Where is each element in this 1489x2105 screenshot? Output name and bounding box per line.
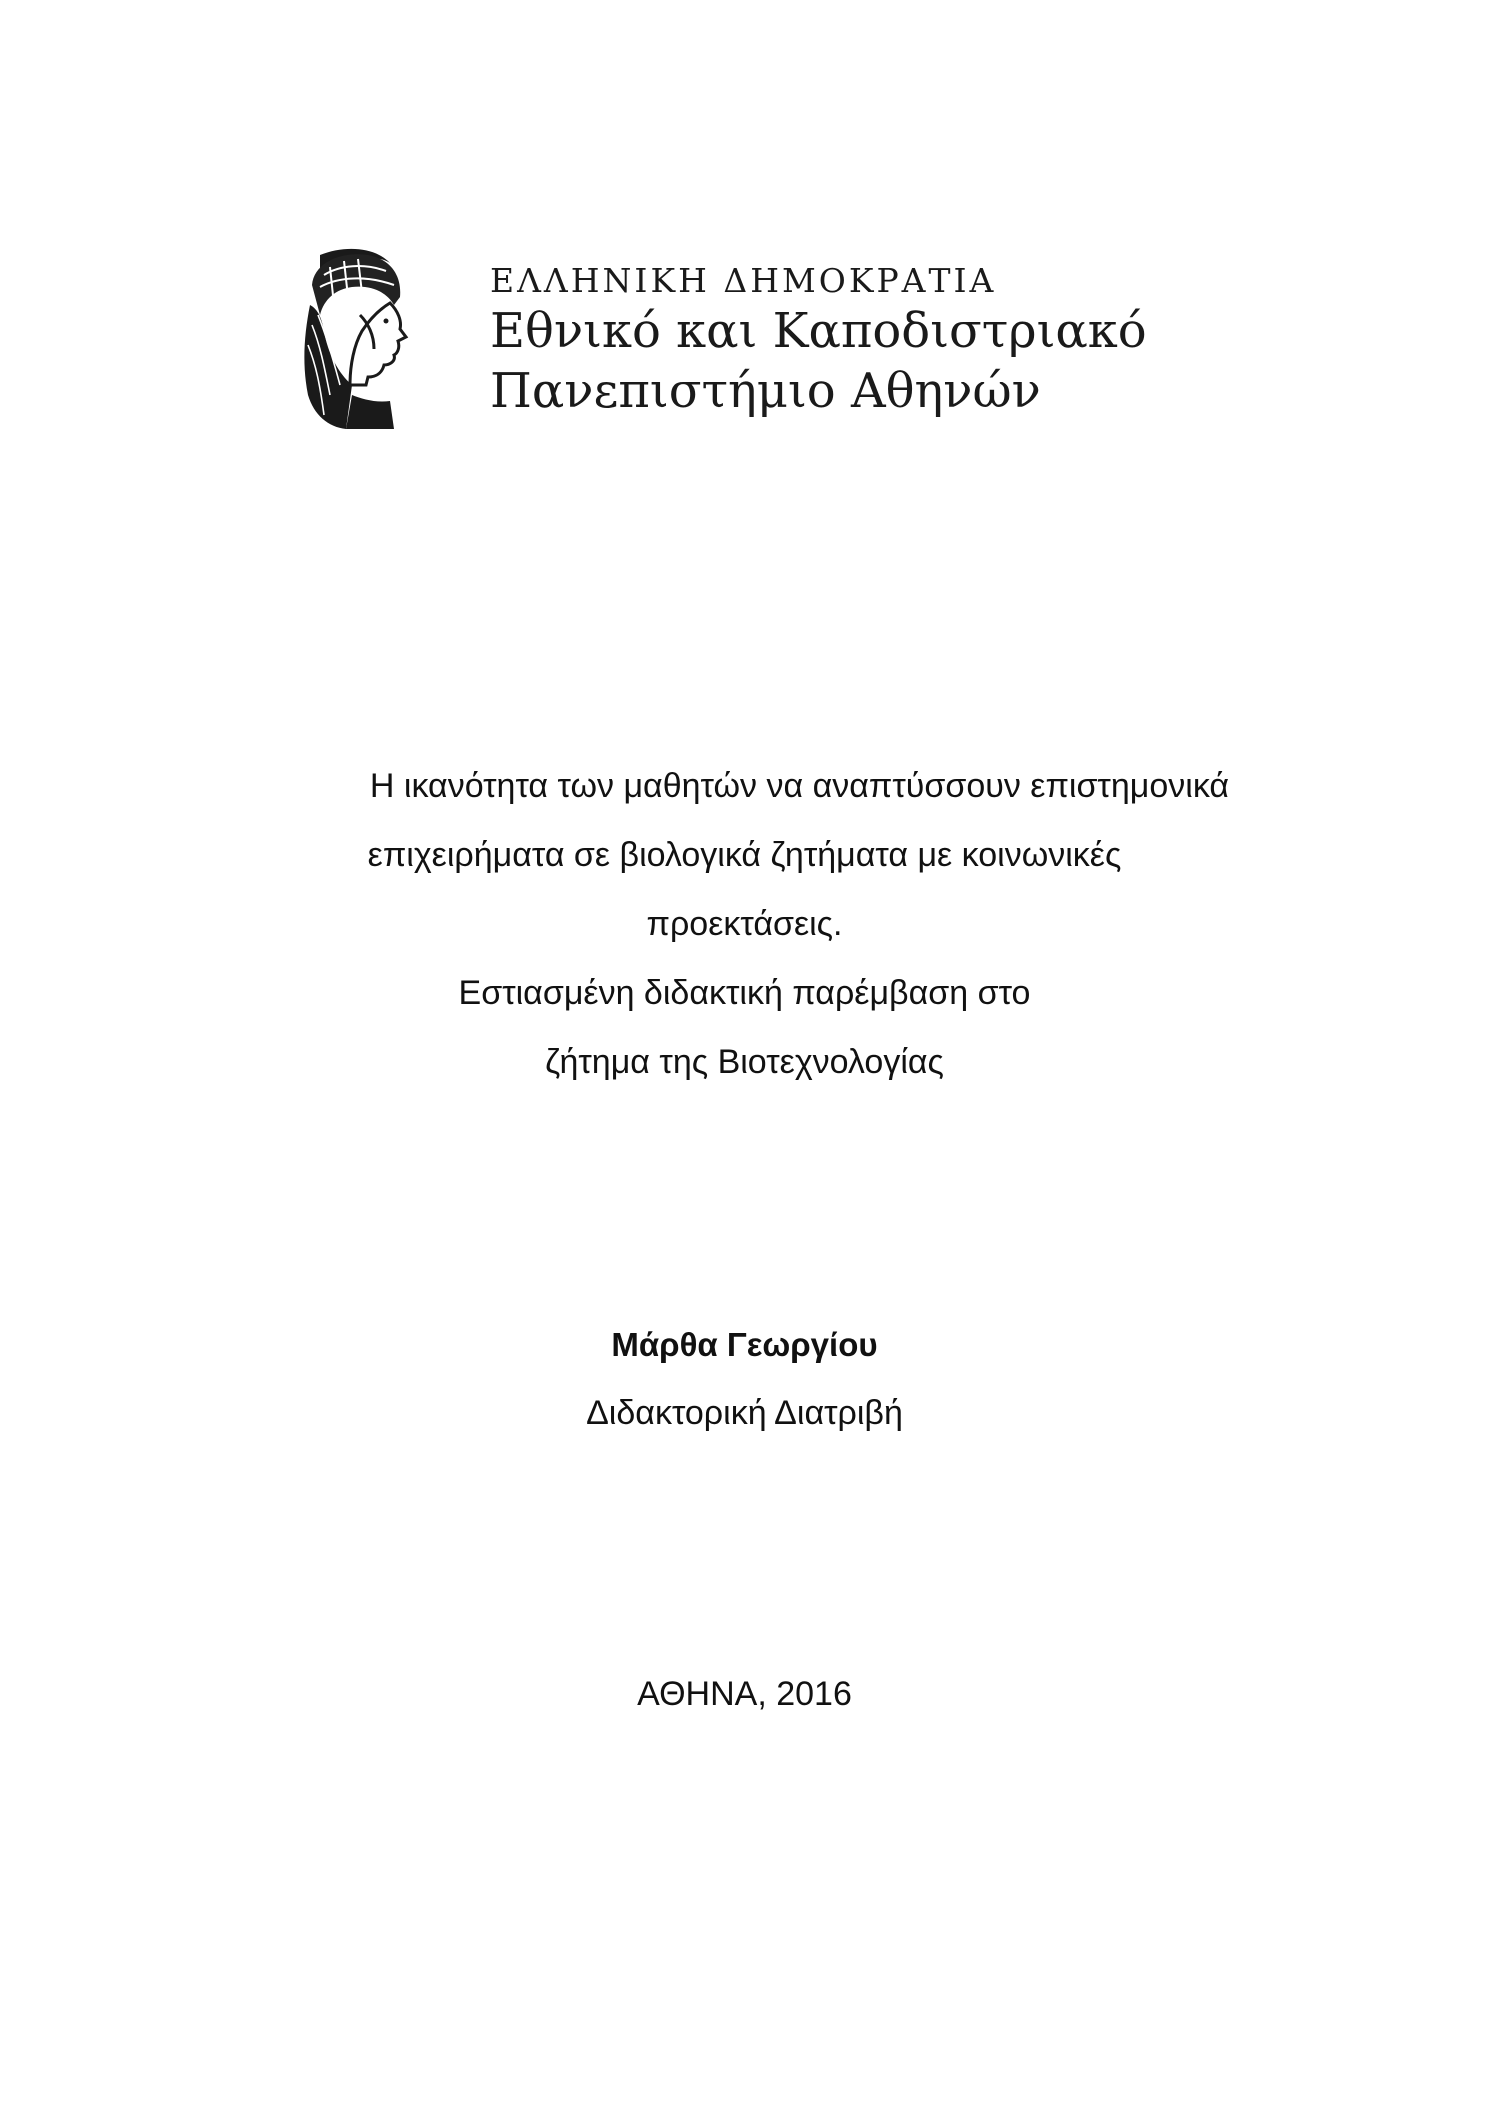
title-line: επιχειρήματα σε βιολογικά ζητήματα με κοινωνικές: [367, 836, 1122, 874]
university-logo: [290, 245, 1250, 445]
university-name-block: [490, 245, 1147, 421]
author-name: Μάρθα Γεωργίου: [611, 1326, 878, 1363]
university-name-line2: Πανεπιστήμιο Αθηνών: [490, 363, 1041, 419]
athena-head-icon: [290, 245, 415, 430]
thesis-title: [0, 752, 1489, 1097]
place-date: ΑΘΗΝΑ, 2016: [637, 1675, 852, 1713]
author-block: [0, 1310, 1489, 1448]
title-line: Εστιασμένη διδακτική παρέμβαση στο: [458, 974, 1031, 1012]
document-type: Διδακτορική Διατριβή: [586, 1394, 903, 1432]
title-line: προεκτάσεις.: [646, 905, 843, 943]
university-name-line1: Εθνικό και Καποδιστριακό: [490, 303, 1147, 359]
title-line: Η ικανότητα των μαθητών να αναπτύσσουν επιστημονικά: [369, 767, 1230, 805]
republic-label: ΕΛΛΗΝΙΚΗ ΔΗΜΟΚΡΑΤΙΑ: [490, 261, 997, 300]
title-line: ζήτημα της Βιοτεχνολογίας: [545, 1043, 944, 1081]
